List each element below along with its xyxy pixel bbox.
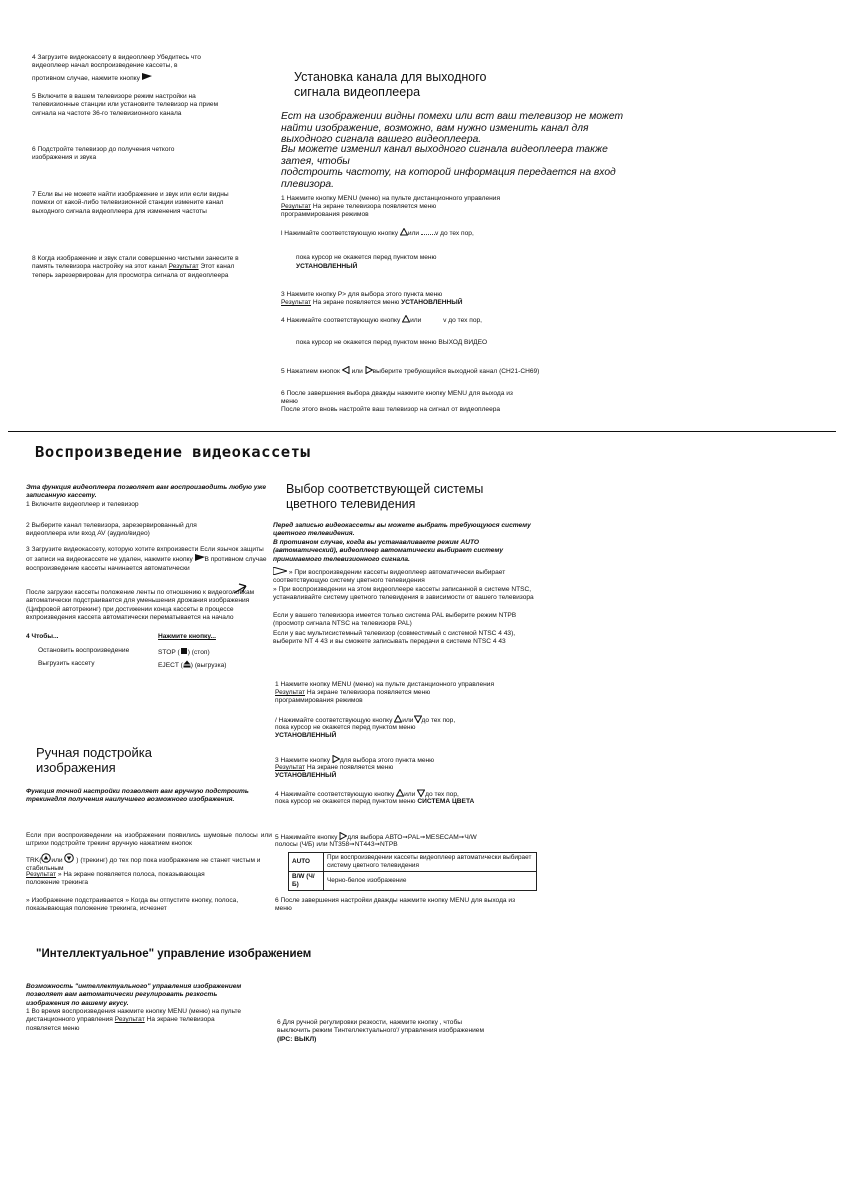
step-5: 5 Включите в вашем телевизоре режим настройки на телевизионные станции или установите телевизор на прием сигнала на частоте 36-го телевизионного канала [32, 93, 219, 117]
play-icon [195, 554, 203, 562]
color-step-3-menu: УСТАНОВЛЕННЫЙ [275, 772, 337, 779]
color-intro-1: Перед записью видеокассеты вы можете выбрать требующуюся систему цветного телевидения. [273, 522, 531, 538]
color-step-3-result: Результат На экране появляется меню [275, 764, 394, 771]
color-step-1-result: Результат На экране телевизора появляется меню программирования режимов [275, 689, 431, 705]
color-para-4: Если у вас мультисистемный телевизор (совместимый с системой NTSC 4 43), выберите NT 4 43 и вы сможете записывать передачи в системе NTSC 4 43 [273, 630, 516, 646]
table-cell-key: B/W (Ч/Б) [289, 872, 324, 891]
down-arrow-icon [414, 715, 422, 723]
oc-step-6: 6 После завершения выбора дважды нажмите кнопку MENU для выхода из меню [281, 390, 513, 406]
oc-step-2-cont: пока курсор не окажется перед пунктом меню [296, 254, 437, 261]
play-step-1: 1 Включите видеоплеер и телевизор [26, 501, 139, 508]
oc-step-3: 3 Нажмите кнопку P> для выбора этого пункта меню [281, 291, 443, 298]
manual-para-1: Если при воспроизведении на изображении появились шумовые полосы или штрихи подстройте трекинг вручную нажатием кнопок [26, 832, 272, 848]
output-channel-intro-1: Ест на изображении видны помехи или вст ваш телевизор не может найти изображение, возможно, вам нужно изменить канал для выходного сигнала вашего видеоплеера. [281, 111, 624, 145]
table-cell-value: При воспроизведении кассеты видеоплеер автоматически выбирает систему цветного телевидения [324, 853, 537, 872]
oc-step-2: l Нажимайте соответствующую кнопку или v до тех пор, [281, 230, 474, 237]
play-icon [273, 567, 287, 575]
play-table-eject-button: EJECT ( ) (выгрузка) [158, 662, 227, 669]
color-step-4: 4 Нажимайте соответствующую кнопку или до тех пор, [275, 791, 459, 798]
oc-step-3-result: Результат На экране появляется меню УСТАНОВЛЕННЫЙ [281, 299, 463, 306]
step-6: 6 Подстройте телевизор до получения четкого изображения и звука [32, 146, 175, 162]
play-table-stop-action: Остановить воспроизведение [38, 647, 130, 654]
color-step-6: 6 После завершения настройки дважды нажмите кнопку MENU для выхода из меню [275, 897, 516, 913]
color-step-1: 1 Нажмите кнопку MENU (меню) на пульте дистанционного управления [275, 681, 495, 688]
color-para-1: » При воспроизведении кассеты видеоплеер автоматически выбирает соответствующую систему цветного телевидения [273, 569, 506, 585]
color-para-2: » При воспроизведении на этом видеоплеере кассеты записанной в системе NTSC, устанавливайте систему цветного телевидения в зависимости от вашего телевизора [273, 586, 534, 602]
output-channel-intro-3: подстроить частоту, на которой информация передается на вход плевизора. [281, 167, 616, 190]
step-4-continued: противном случае, нажмите кнопку [32, 73, 232, 83]
smart-step-1: 1 Во время воспроизведения нажмите кнопку MENU (меню) на пульте дистанционного управления Результат На экране телевизора появляется меню [26, 1008, 242, 1032]
color-step-3: 3 Нажмите кнопку для выбора этого пункта меню [275, 757, 435, 764]
step-8: 8 Когда изображение и звук стали совершенно чистыми занесите в память телевизора настройку на этот канал Результат Этот канал теперь зарезервирован для просмотра сигнала от видеоплеера [32, 255, 239, 279]
table-cell-key: AUTO [289, 853, 324, 872]
color-system-title: Выбор соответствующей системы цветного телевидения [286, 482, 484, 511]
trk-down-icon [64, 853, 74, 863]
oc-step-4: 4 Нажимайте соответствующую кнопку или v до тех пор, [281, 317, 482, 324]
color-step-2: / Нажимайте соответствующую кнопку или до тех пор, [275, 717, 456, 724]
color-step-5-cont: полосы (Ч/Б) или NT358➞NT443➞NTPB [275, 841, 398, 848]
play-table-header-button: Нажмите кнопку... [158, 633, 216, 640]
step-7: 7 Если вы не можете найти изображение и звук или если видны помехи от какой-либо телевизионной станции измените канал выходного сигнала видеоплеера для изменения частоты [32, 191, 229, 215]
section-divider [8, 431, 836, 432]
down-arrow-icon [417, 789, 425, 797]
right-arrow-icon [365, 366, 373, 374]
table-row [289, 872, 537, 891]
step-4: 4 Загрузите видеокассету в видеоплеер Убедитесь что видеоплеер начал воспроизведение кассеты, в [32, 54, 201, 70]
output-channel-title: Установка канала для выходного сигнала видеоплеера [294, 70, 487, 99]
play-table-eject-action: Выгрузить кассету [38, 660, 95, 667]
output-channel-intro-2: Вы можете изменил канал выходного сигнала видеоплеера также затея, чтобы [281, 144, 608, 167]
oc-step-1-result: Результат На экране телевизора появляется меню программирования режимов [281, 203, 437, 219]
stop-icon [180, 647, 188, 655]
play-auto-tracking: После загрузки кассеты положение ленты по отношению к видеоголовкам автоматически подстраивается для уменьшения дрожания изображения (Цифровой автотрекинг) при достижении конца кассеты в процессе вхпроизведения кассета автоматически перематывается на начало [26, 589, 255, 622]
oc-step-1: 1 Нажмите кнопку MENU (меню) на пульте дистанционного управления [281, 195, 501, 202]
color-system-table [288, 852, 537, 891]
manual-tracking-title: Ручная подстройка изображения [36, 745, 152, 775]
right-arrow-icon [332, 755, 340, 763]
play-intro: Эта функция видеоплеера позволяет вам воспроизводить любую уже записанную кассету. [26, 484, 267, 500]
table-cell-value: Черно-белое изображение [324, 872, 537, 891]
up-arrow-icon [402, 315, 410, 323]
manual-intro: Функция точной настройки позволяет вам вручную подстроить трекингдля получения наилучшего возможного изображения. [26, 788, 249, 804]
color-intro-2: В противном случае, когда вы устанавливаете режим AUTO (автоматический), видеоплеер автоматически выбирает систему принимаемого телевизионного сигнала. [273, 539, 504, 563]
oc-step-6-after: После этого вновь настройте ваш телевизор на сигнал от видеоплеера [281, 406, 501, 413]
play-table-stop-button: STOP ( ) (стоп) [158, 649, 210, 656]
left-arrow-icon [342, 366, 350, 374]
manual-para-4: » Изображение подстраивается » Когда вы отпустите кнопку, полоса, показывающая положение трекинга, исчезнет [26, 897, 239, 913]
manual-para-2: TRK( или ) (трекинг) до тех пор пока изображение не станет чистым и стабильным [26, 853, 272, 874]
play-icon [142, 73, 150, 81]
smart-intro: Возможность "интеллектуального" управления изображением позволяет вам автоматически регулировать резкость изображения по вашему вкусу. [26, 983, 242, 1007]
smart-control-title: "Интеллектуальное" управление изображением [36, 948, 312, 960]
eject-icon [183, 660, 191, 668]
color-step-4-cont: пока курсор не окажется перед пунктом меню СИСТЕМА ЦВЕТА [275, 798, 475, 805]
smart-step-6: 6 Для ручной регулировки резкости, нажмите кнопку , чтобы выключить режим Тинтеллектуального'/ управления изображением (IPC: ВЫКЛ) [277, 1019, 484, 1043]
color-step-5: 5 Нажимайте кнопку для выбора АВТО➞PAL➞MESECAM➞Ч/W [275, 834, 477, 841]
table-row [289, 853, 537, 872]
play-step-2: 2 Выберите канал телевизора, зарезервированный для видеоплеера или вход AV (аудио/видео) [26, 522, 197, 538]
manual-para-3: Результат » На экране появляется полоса, показывающая положение трекинга [26, 871, 205, 887]
oc-step-5: 5 Нажатием кнопок или выберите требующийся выходной канал (CH21-CH69) [281, 368, 540, 375]
oc-step-2-menu: УСТАНОВЛЕННЫЙ [296, 263, 358, 270]
oc-step-4-cont: пока курсор не окажется перед пунктом меню ВЫХОД ВИДЕО [296, 339, 488, 346]
play-step-3: 3 Загрузите видеокассету, которую хотите вхпроизвести Если язычок защиты от записи на видеокассете не удален, нажмите кнопку В противном случае воспроизведение кассеты начинается автоматически [26, 546, 267, 572]
up-arrow-icon [400, 228, 408, 236]
up-arrow-icon [396, 789, 404, 797]
color-para-3: Если у вашего телевизора имеется только система PAL выберите режим NTPB (просмотр сигнала NTSC на телевизорв PAL) [273, 612, 517, 628]
color-step-2-cont: пока курсор не окажется перед пунктом меню [275, 724, 416, 731]
play-table-header-action: 4 Чтобы... [26, 633, 59, 640]
section-title: Воспроизведение видеокассеты [35, 443, 311, 461]
trk-up-icon [41, 853, 51, 863]
color-step-2-menu: УСТАНОВЛЕННЫЙ [275, 732, 337, 739]
